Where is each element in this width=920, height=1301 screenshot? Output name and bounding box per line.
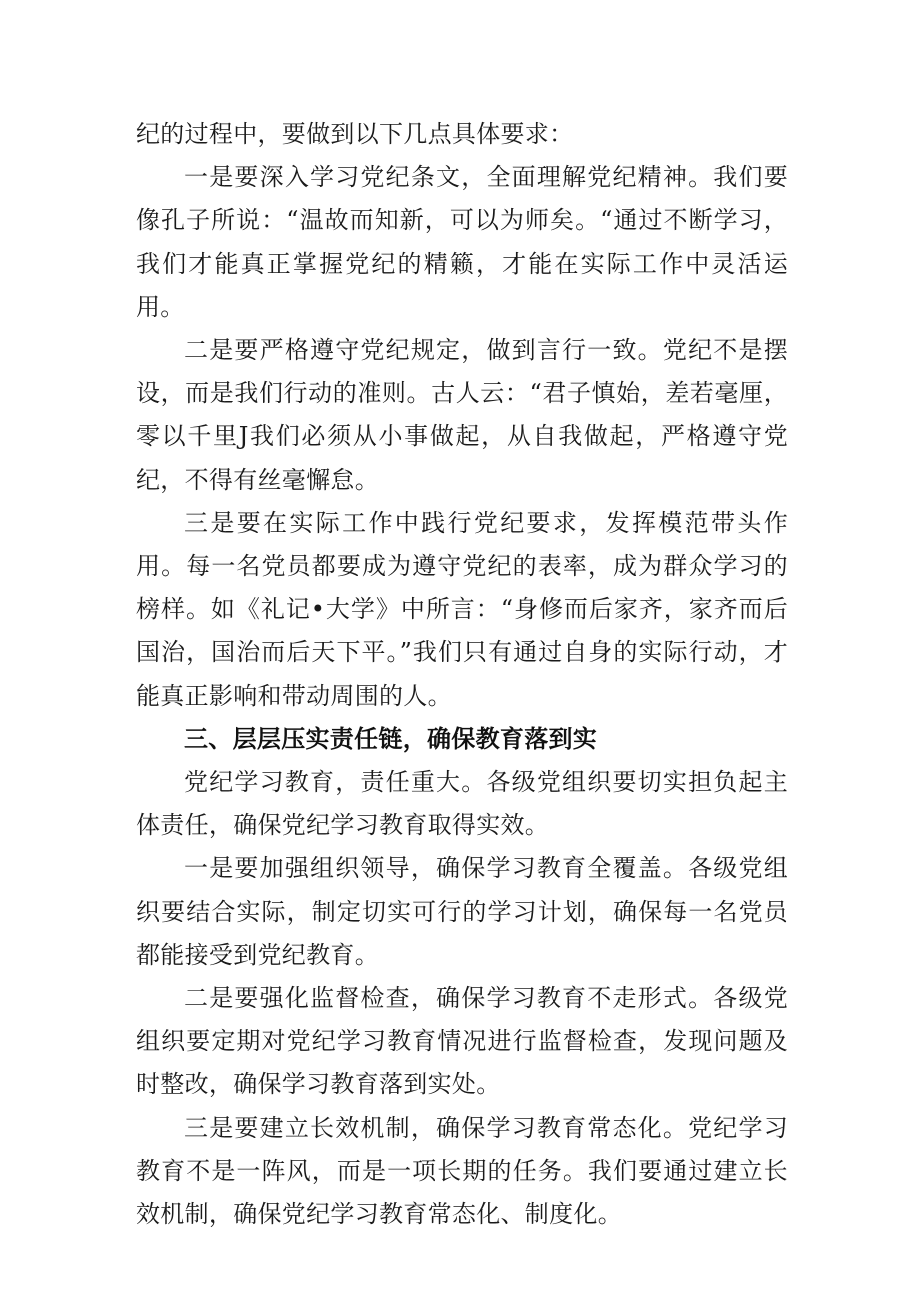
paragraph-point-one: 一是要深入学习党纪条文，全面理解党纪精神。我们要像孔子所说：“温故而知新，可以为师矣。“通过不断学习，我们才能真正掌握党纪的精籁，才能在实际工作中灵活运用。 (136, 163, 788, 321)
paragraph-section-intro: 党纪学习教育，责任重大。各级党组织要切实担负起主体责任，确保党纪学习教育取得实效。 (136, 768, 788, 840)
section-heading-three: 三、层层压实责任链，确保教育落到实 (184, 724, 598, 753)
document-page (136, 113, 788, 1236)
paragraph-point-three: 三是要在实际工作中践行党纪要求，发挥模范带头作用。每一名党员都要成为遵守党纪的表率，成为群众学习的榜样。如《礼记•大学》中所言：“身修而后家齐，家齐而后国治，国治而后天下平。”我们只有通过自身的实际行动，才能真正影响和带动周围的人。 (136, 508, 788, 710)
paragraph-section-point-three: 三是要建立长效机制，确保学习教育常态化。党纪学习教育不是一阵风，而是一项长期的任务。我们要通过建立长效机制，确保党纪学习教育常态化、制度化。 (136, 1113, 788, 1229)
paragraph-section-point-one: 一是要加强组织领导，确保学习教育全覆盖。各级党组织要结合实际，制定切实可行的学习计划，确保每一名党员都能接受到党纪教育。 (136, 854, 788, 969)
paragraph-continuation: 纪的过程中，要做到以下几点具体要求： (136, 120, 574, 148)
paragraph-section-point-two: 二是要强化监督检查，确保学习教育不走形式。各级党组织要定期对党纪学习教育情况进行监督检查，发现问题及时整改，确保学习教育落到实处。 (136, 984, 788, 1099)
paragraph-point-two: 二是要严格遵守党纪规定，做到言行一致。党纪不是摆设，而是我们行动的准则。古人云：“君子慎始，差若毫厘，零以千里J我们必须从小事做起，从自我做起，严格遵守党纪，不得有丝毫懈怠。 (136, 336, 788, 494)
